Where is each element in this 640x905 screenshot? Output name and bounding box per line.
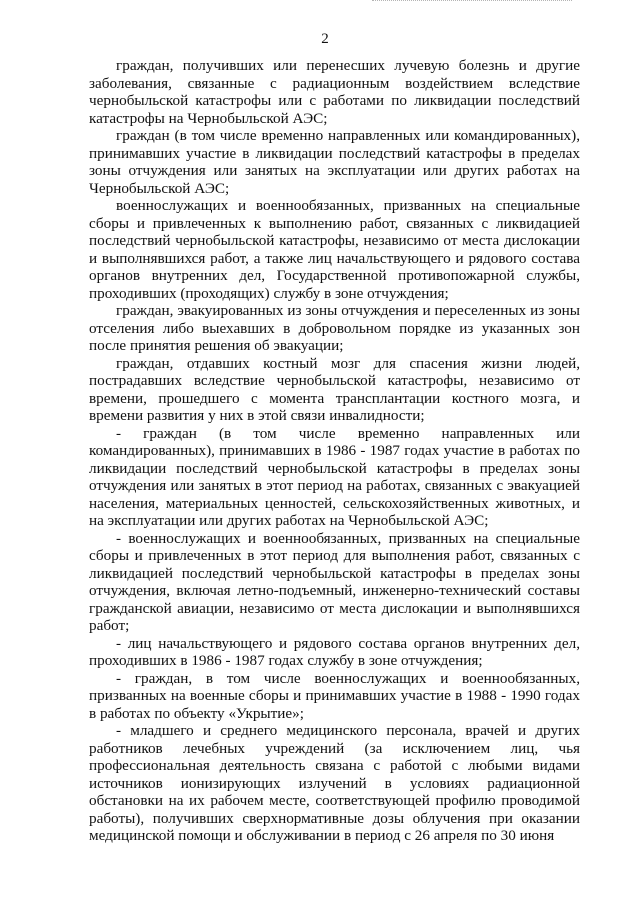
paragraph: граждан, отдавших костный мозг для спасения жизни людей, пострадавших вследствие чернобыльской катастрофы, независимо от времени, прошедшего с момента трансплантации костного мозга, и времени развития у них в этой связи инвалидности; (89, 354, 580, 424)
paragraph: граждан, эвакуированных из зоны отчуждения и переселенных из зоны отселения либо выехавших в добровольном порядке из указанных зон после принятия решения об эвакуации; (89, 302, 580, 354)
paragraph: граждан (в том числе временно направленных или командированных), принимавших участие в ликвидации последствий катастрофы в пределах зоны отчуждения или занятых на эксплуатации или других работах на Чернобыльской АЭС; (89, 127, 580, 197)
paragraph: граждан, получивших или перенесших лучевую болезнь и другие заболевания, связанные с радиационным воздействием вследствие чернобыльской катастрофы или с работами по ликвидации последствий катастрофы на Чернобыльской АЭС; (89, 57, 580, 127)
list-item-paragraph: - военнослужащих и военнообязанных, призванных на специальные сборы и привлеченных в этот период для выполнения работ, связанных с ликвидацией последствий чернобыльской катастрофы в пределах зоны отчуждения, включая летно-подъемный, инженерно-технический составы гражданской авиации, независимо от места дислокации и выполнявшихся работ; (89, 529, 580, 634)
list-item-paragraph: - граждан, в том числе военнослужащих и военнообязанных, призванных на военные сборы и принимавших участие в 1988 - 1990 годах в работах по объекту «Укрытие»; (89, 669, 580, 722)
paragraph: военнослужащих и военнообязанных, призванных на специальные сборы и привлеченных к выполнению работ, связанных с ликвидацией последствий чернобыльской катастрофы, независимо от места дислокации и выполнявшихся работ, а также лиц начальствующего и рядового состава органов внутренних дел, Государственной противопожарной службы, проходивших (проходящих) службу в зоне отчуждения; (89, 197, 580, 302)
list-item-paragraph: - лиц начальствующего и рядового состава органов внутренних дел, проходивших в 1986 - 1987 годах службу в зоне отчуждения; (89, 634, 580, 669)
document-body (89, 57, 580, 845)
page-number: 2 (321, 31, 329, 47)
list-item-paragraph: - граждан (в том числе временно направленных или командированных), принимавших в 1986 - 1987 годах участие в работах по ликвидации последствий чернобыльской катастрофы в пределах зоны отчуждения или занятых в этот период на работах, связанных с эвакуацией населения, материальных ценностей, сельскохозяйственных животных, и на эксплуатации или других работах на Чернобыльской АЭС; (89, 424, 580, 529)
list-item-paragraph: - младшего и среднего медицинского персонала, врачей и других работников лечебных учреждений (за исключением лиц, чья профессиональная деятельность связана с работой с любыми видами источников ионизирующих излучений в условиях радиационной обстановки на их рабочем месте, соответствующей профилю проводимой работы), получивших сверхнормативные дозы облучения при оказании медицинской помощи и обслуживании в период с 26 апреля по 30 июня (89, 722, 580, 844)
scan-edge-line (372, 0, 572, 1)
